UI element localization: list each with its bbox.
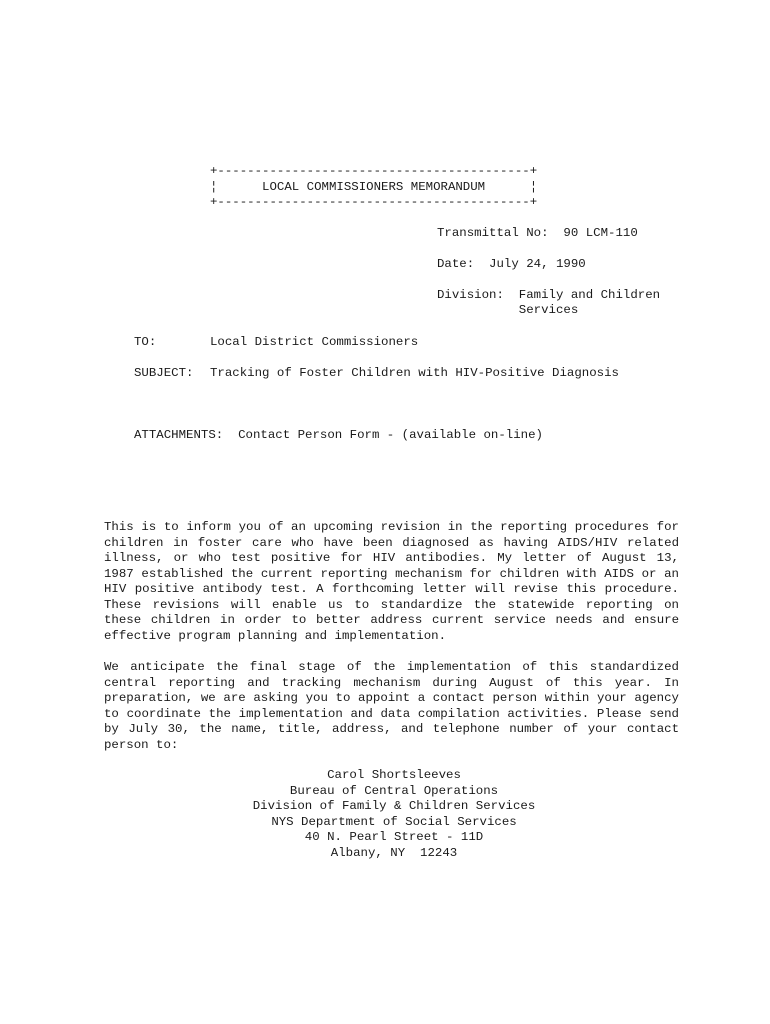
address-bureau: Bureau of Central Operations [289,783,499,798]
memo-title: ¦ LOCAL COMMISSIONERS MEMORANDUM ¦ [210,180,538,194]
address-department: NYS Department of Social Services [271,814,517,829]
to-value: Local District Commissioners [210,335,419,349]
address-street: 40 N. Pearl Street - 11D [304,830,484,844]
address-city: Albany, NY 12243 [330,845,458,860]
subject-value: Tracking of Foster Children with HIV-Positive Diagnosis [210,366,619,380]
body-paragraph-1: This is to inform you of an upcoming revision in the reporting procedures for children in foster care who have been diagnosed as having AIDS/HIV related illness, or who test positive for HIV antibodies. My letter of August 13, 1987 established the current reporting mechanism for children with AIDS or an HIV positive antibody test. A forthcoming letter will revise this procedure. These revisions will enable us to standardize the statewide reporting on these children in order to better address current service needs and ensure effective program planning and implementation. [104,520,679,643]
transmittal-number: Transmittal No: 90 LCM-110 [437,226,638,240]
contact-address-block [104,768,684,861]
attachments-line: ATTACHMENTS: Contact Person Form - (available on-line) [134,428,543,442]
address-division: Division of Family & Children Services [252,799,536,813]
division-line-1: Division: Family and Children [437,288,661,302]
memo-date: Date: July 24, 1990 [437,257,586,271]
to-label: TO: [134,335,157,349]
division-line-2: Services [437,303,579,317]
subject-label: SUBJECT: [134,366,194,380]
body-paragraph-2: We anticipate the final stage of the implementation of this standardized central reporting and tracking mechanism during August of this year. In preparation, we are asking you to appoint a contact person within your agency to coordinate the implementation and data compilation activities. Please send by July 30, the name, title, address, and telephone number of your contact person to: [104,660,679,752]
address-name: Carol Shortsleeves [327,768,461,782]
memo-box-bottom-border: +------------------------------------------+ [210,195,538,209]
memo-box-top-border: +------------------------------------------+ [210,164,538,178]
